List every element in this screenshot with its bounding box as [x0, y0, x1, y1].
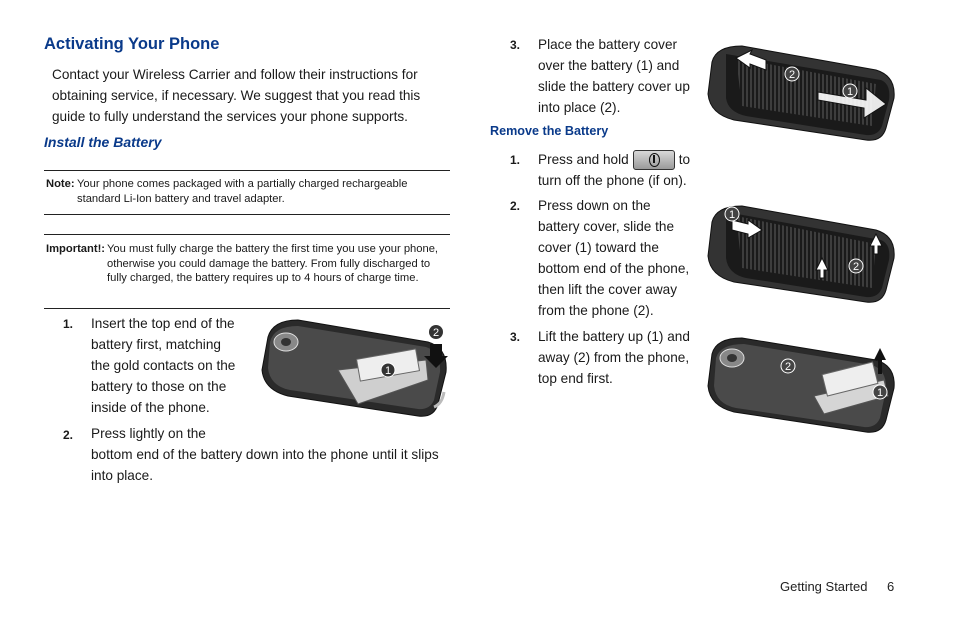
- step-line: bottom end of the phone,: [538, 261, 690, 276]
- important-text: You must fully charge the battery the first time you use your phone, otherwise you could damage the battery. From fully discharged to fully charged, the battery requires up to 4 hours of charge time.: [107, 243, 439, 284]
- important-top-rule: [44, 234, 450, 235]
- insert-battery-illustration: [258, 312, 454, 422]
- remove-battery-heading: Remove the Battery: [490, 124, 609, 138]
- step-line: away (2) from the phone,: [538, 350, 690, 365]
- step-line: top end first.: [538, 371, 613, 386]
- callout-1-label: 1: [876, 387, 884, 399]
- install-step-1-text: [91, 313, 261, 418]
- step-line: slide the battery cover up: [538, 79, 690, 94]
- important-bottom-rule: [44, 308, 450, 309]
- power-key-icon: [633, 150, 675, 170]
- step-line: Place the battery cover: [538, 37, 678, 52]
- callout-2-label: 2: [432, 327, 440, 339]
- callout-1-label: 1: [728, 209, 736, 221]
- install-step-3-text: [538, 34, 708, 118]
- intro-paragraph: Contact your Wireless Carrier and follow their instructions for obtaining service, if necessary. We suggest that you read this guide to fully understand the services your phone supports.: [52, 67, 421, 124]
- step-line: [538, 149, 708, 170]
- lift-battery-illustration: [704, 330, 900, 438]
- place-cover-illustration: [706, 40, 900, 146]
- install-step-2-number: 2.: [63, 428, 74, 442]
- step-line: turn off the phone (if on).: [538, 173, 687, 189]
- callout-1-label: 1: [384, 365, 392, 377]
- remove-step-1-text: [538, 149, 708, 191]
- callout-2-label: 2: [852, 261, 860, 273]
- page-number: 6: [887, 579, 895, 594]
- step-line: then lift the cover away: [538, 282, 678, 297]
- step-line: bottom end of the battery down into the phone until it slips: [91, 447, 439, 462]
- step-line: into place.: [91, 468, 153, 483]
- step-line: over the battery (1) and: [538, 58, 680, 73]
- step-line: inside of the phone.: [91, 400, 210, 415]
- important-block: [46, 242, 448, 286]
- install-step-3-number: 3.: [510, 38, 521, 52]
- step-line: into place (2).: [538, 100, 621, 115]
- note-bottom-rule: [44, 214, 450, 215]
- note-text: Your phone comes packaged with a partially charged rechargeable standard Li-Ion battery and travel adapter.: [77, 178, 408, 205]
- remove-step-1-number: 1.: [510, 153, 521, 167]
- step-line: battery cover, slide the: [538, 219, 675, 234]
- callout-2-label: 2: [788, 69, 796, 81]
- step-line: Press lightly on the: [91, 426, 206, 441]
- remove-step-2-number: 2.: [510, 199, 521, 213]
- install-step-1-number: 1.: [63, 317, 74, 331]
- remove-step-2-text: [538, 195, 708, 321]
- step-text: Press and hold: [538, 152, 629, 167]
- step-line: from the phone (2).: [538, 303, 654, 318]
- remove-step-3-number: 3.: [510, 330, 521, 344]
- step-line: Insert the top end of the: [91, 316, 235, 331]
- callout-1-label: 1: [846, 86, 854, 98]
- step-line: the gold contacts on the: [91, 358, 236, 373]
- page-heading: Activating Your Phone: [44, 35, 220, 53]
- install-battery-heading: Install the Battery: [44, 134, 162, 150]
- note-block: [46, 177, 448, 206]
- step-line: battery to those on the: [91, 379, 227, 394]
- install-step-2-text: [91, 423, 461, 486]
- remove-step-3-text: [538, 326, 708, 389]
- step-line: Lift the battery up (1) and: [538, 329, 690, 344]
- important-label: Important!:: [46, 243, 106, 255]
- note-label: Note:: [46, 178, 75, 190]
- step-line: Press down on the: [538, 198, 651, 213]
- step-text: to: [678, 152, 691, 167]
- note-top-rule: [44, 170, 450, 171]
- remove-cover-illustration: [706, 200, 900, 308]
- step-line: cover (1) toward the: [538, 240, 659, 255]
- footer-section: Getting Started: [780, 579, 868, 594]
- step-line: battery first, matching: [91, 337, 221, 352]
- callout-2-label: 2: [784, 361, 792, 373]
